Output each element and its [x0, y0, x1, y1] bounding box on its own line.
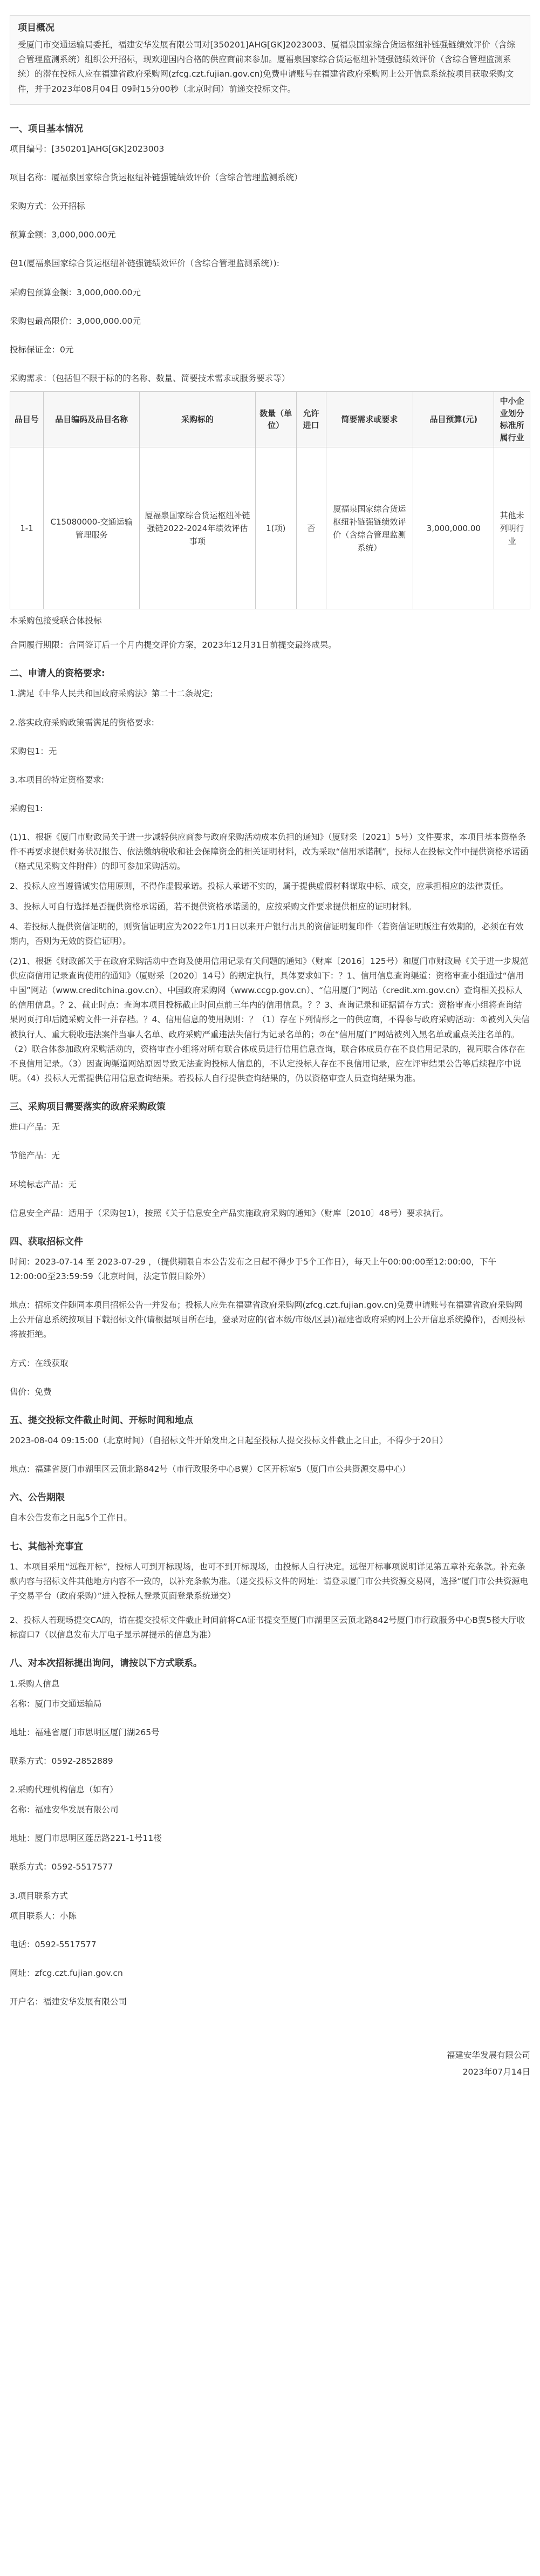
- project-number: 项目编号：[350201]AHG[GK]2023003: [10, 144, 165, 154]
- project-name: 项目名称：厦福泉国家综合货运枢纽补链强链绩效评价（含综合管理监测系统）: [10, 173, 303, 182]
- section-4-heading: 四、获取招标文件: [10, 1236, 83, 1247]
- section-8-heading: 八、对本次招标提出询问，请按以下方式联系。: [10, 1658, 202, 1669]
- table-header: 品目预算(元): [413, 392, 494, 447]
- opening-place: 地点：福建省厦门市湖里区云顶北路842号（市行政服务中心B翼）C区开标室5（厦门市公共资源交易中心）: [10, 1464, 411, 1474]
- table-header: 允许进口: [296, 392, 326, 447]
- buyer-address: 地址：福建省厦门市思明区厦门湖265号: [10, 1727, 160, 1737]
- procurement-demand: 采购需求：（包括但不限于标的的名称、数量、简要技术需求或服务要求等）: [10, 373, 290, 383]
- obtain-way: 方式：在线获取: [10, 1358, 69, 1368]
- agent-title: 2.采购代理机构信息（如有）: [10, 1785, 118, 1795]
- contact-phone: 电话：0592-5517577: [10, 1939, 97, 1949]
- overview-title: 项目概况: [18, 23, 54, 33]
- qualification-text-2: 2、投标人应当遵循诚实信用原则，不得作虚假承诺。投标人承诺不实的，属于提供虚假材料谋取中标、成交，应承担相应的法律责任。: [10, 881, 509, 892]
- signature-date: 2023年07月14日: [462, 2067, 530, 2077]
- policy-environment: 环境标志产品：无: [10, 1179, 77, 1190]
- table-header: 品目编码及品目名称: [43, 392, 140, 447]
- bid-deposit: 投标保证金：0元: [10, 344, 74, 355]
- buyer-title: 1.采购人信息: [10, 1678, 60, 1689]
- section-5-heading: 五、提交投标文件截止时间、开标时间和地点: [10, 1415, 193, 1426]
- table-cell: 1(项): [255, 447, 296, 609]
- website-line: [10, 1966, 530, 1981]
- package-max-price: 采购包最高限价：3,000,000.00元: [10, 316, 141, 326]
- package-title: 包1(厦福泉国家综合货运枢纽补链强链绩效评价（含综合管理监测系统）):: [10, 259, 279, 269]
- table-header-row: [10, 392, 530, 447]
- buyer-name: 名称：厦门市交通运输局: [10, 1698, 102, 1709]
- website-label: 网址：: [10, 1968, 35, 1978]
- section-7-heading: 七、其他补充事宜: [10, 1541, 83, 1552]
- requirement-3-package: 采购包1:: [10, 803, 43, 813]
- website-link[interactable]: zfcg.czt.fujian.gov.cn: [35, 1968, 123, 1978]
- obtain-place: 地点：招标文件随同本项目招标公告一并发布；投标人应先在福建省政府采购网(zfcg.czt.fujian.gov.cn)免费申请账号在福建省政府采购网上公开信息系统按项目下载招标文件(请根据项目所在地，登录对应的(省本级/市级/区县))福建省政府采购网上公开信息系统操作)，否则投标将被拒绝。: [10, 1300, 525, 1340]
- signature-block: [10, 2047, 530, 2081]
- agent-name: 名称：福建安华发展有限公司: [10, 1805, 119, 1815]
- table-cell: 否: [296, 447, 326, 609]
- agent-address: 地址：厦门市思明区莲岳路221-1号11楼: [10, 1833, 162, 1844]
- table-header: 品目号: [10, 392, 44, 447]
- qualification-text-4: 4、若投标人提供资信证明的，则资信证明应为2022年1月1日以来开户银行出具的资信证明复印件（若资信证明版注有效期的，必须在有效期内，否则为无效的资信证明）。: [10, 921, 524, 946]
- requirement-3: 3.本项目的特定资格要求:: [10, 774, 105, 785]
- supplement-2: 2、投标人若现场提交CA的，请在提交投标文件截止时间前将CA证书提交至厦门市湖里区云顶北路842号厦门市行政服务中心B翼5楼大厅收标窗口7（以信息发布大厅电子显示屏提示的信息为准）: [10, 1615, 525, 1640]
- table-cell: 1-1: [10, 447, 44, 609]
- policy-energy: 节能产品：无: [10, 1151, 60, 1161]
- table-row: [10, 447, 530, 609]
- table-header: 数量（单位）: [255, 392, 296, 447]
- obtain-price: 售价：免费: [10, 1386, 52, 1397]
- buyer-phone: 联系方式：0592-2852889: [10, 1756, 113, 1766]
- qualification-text-1: (1)1、根据《厦门市财政局关于进一步减轻供应商参与政府采购活动成本负担的通知》（厦财采〔2021〕5号）文件要求，本项目基本资格条件不再要求提供财务状况报告、依法缴纳税收和社会保障资金的相关证明材料，改为采取“信用承诺制”，投标人在投标文件中提供资格承诺函（格式见采购文件附件）的即可参加采购活动。: [10, 832, 529, 872]
- account-name: 开户名：福建安华发展有限公司: [10, 1997, 127, 2007]
- notice-period: 自本公告发布之日起5个工作日。: [10, 1513, 132, 1523]
- joint-bid-note: 本采购包接受联合体投标: [10, 616, 102, 626]
- table-header: 采购标的: [140, 392, 255, 447]
- procurement-table: [10, 391, 530, 609]
- agent-phone: 联系方式：0592-5517577: [10, 1862, 113, 1872]
- requirement-1: 1.满足《中华人民共和国政府采购法》第二十二条规定;: [10, 689, 213, 699]
- table-cell: 厦福泉国家综合货运枢纽补链强链2022-2024年绩效评估事项: [140, 447, 255, 609]
- contract-period: 合同履行期限：合同签订后一个月内提交评价方案，2023年12月31日前提交最终成果。: [10, 640, 337, 650]
- project-overview-box: [10, 15, 530, 105]
- deadline-time: 2023-08-04 09:15:00（北京时间）（自招标文件开始发出之日起至投标人提交投标文件截止之日止，不得少于20日）: [10, 1436, 448, 1445]
- table-cell: 3,000,000.00: [413, 447, 494, 609]
- policy-infosec: 信息安全产品：适用于（采购包1），按照《关于信息安全产品实施政府采购的通知》（财库〔2010〕48号）要求执行。: [10, 1208, 449, 1218]
- package-budget: 采购包预算金额：3,000,000.00元: [10, 287, 141, 297]
- requirement-2-package: 采购包1：无: [10, 746, 57, 756]
- contact-title: 3.项目联系方式: [10, 1891, 68, 1901]
- section-1-heading: 一、项目基本情况: [10, 123, 83, 134]
- overview-text: 受厦门市交通运输局委托，福建安华发展有限公司对[350201]AHG[GK]2023003、厦福泉国家综合货运枢纽补链强链绩效评价（含综合管理监测系统）组织公开招标，现欢迎国内合格的供应商前来参加。厦福泉国家综合货运枢纽补链强链绩效评价（含综合管理监测系统）的潜在投标人应在福建省政府采购网(zfcg.czt.fujian.gov.cn)免费申请账号在福建省政府采购网上公开信息系统按项目获取采购文件，并于2023年08月04日 09时15分00秒（北京时间）前递交投标文件。: [18, 40, 515, 94]
- procurement-method: 采购方式：公开招标: [10, 201, 85, 212]
- budget-amount: 预算金额：3,000,000.00元: [10, 230, 116, 240]
- table-cell: 其他未列明行业: [494, 447, 530, 609]
- table-header: 中小企业划分标准所属行业: [494, 392, 530, 447]
- table-cell: C15080000-交通运输管理服务: [43, 447, 140, 609]
- policy-import: 进口产品：无: [10, 1122, 60, 1132]
- qualification-text-5: (2)1、根据《财政部关于在政府采购活动中查询及使用信用记录有关问题的通知》（财库〔2016〕125号）和厦门市财政局《关于进一步规范供应商信用记录查询使用的通知》（厦财采〔2020〕14号）的规定执行，具体要求如下：？1、信用信息查询渠道：资格审查小组通过“信用中国”网站（www.creditchina.gov.cn）、中国政府采购网（www.ccgp.gov.cn）、“信用厦门”网站（credit.xm.gov.cn）查询相关投标人的信用信息。？2、截止时点：查询本项目投标截止时间点前三年内的信用信息。？？3、查询记录和证据留存方式：资格审查小组将查询结果网页打印后随采购文件一并存档。？4、信用信息的使用规则：？（1）存在下列情形之一的供应商，不得参与政府采购活动：①被列入失信被执行人、重大税收违法案件当事人名单、政府采购严重违法失信行为记录名单的；②在“信用厦门”网站被列入黑名单或重点关注名单的。（2）联合体参加政府采购活动的，资格审查小组将对所有联合体成员进行信用信息查询，联合体成员存在不良信用记录的，视同联合体存在不良信用记录。（3）因查询渠道网站原因导致无法查询投标人信息的，不认定投标人存在不良信用记录，应在评审结果公告等后续程序中说明。（4）投标人无需提供信用信息查询结果。若投标人自行提供查询结果的，仍以资格审查人员查询结果为准。: [10, 956, 530, 1083]
- contact-person: 项目联系人：小陈: [10, 1911, 77, 1921]
- requirement-2: 2.落实政府采购政策需满足的资格要求:: [10, 717, 155, 728]
- section-2-heading: 二、申请人的资格要求:: [10, 668, 105, 679]
- signature-company: 福建安华发展有限公司: [446, 2050, 530, 2061]
- table-cell: 厦福泉国家综合货运枢纽补链强链绩效评价（含综合管理监测系统）: [326, 447, 413, 609]
- table-header: 简要需求或要求: [326, 392, 413, 447]
- supplement-1: 1、本项目采用“远程开标”，投标人可到开标现场，也可不到开标现场，由投标人自行决定。远程开标事项说明详见第五章补充条款。补充条款内容与招标文件其他地方内容不一致的，以补充条款为准。（递交投标文件的网址：请登录厦门市公共资源交易网，选择“厦门市公共资源电子交易平台（政府采购）”进入投标人登录页面登录系统递交）: [10, 1561, 529, 1601]
- obtain-time: 时间：2023-07-14 至 2023-07-29 ，（提供期限自本公告发布之日起不得少于5个工作日），每天上午00:00:00至12:00:00，下午12:00:00至23:59:59（北京时间，法定节假日除外）: [10, 1256, 497, 1282]
- section-3-heading: 三、采购项目需要落实的政府采购政策: [10, 1102, 166, 1113]
- qualification-text-3: 3、投标人可自行选择是否提供资格承诺函，若不提供资格承诺函的，应按采购文件要求提供相应的证明材料。: [10, 901, 416, 912]
- section-6-heading: 六、公告期限: [10, 1492, 65, 1504]
